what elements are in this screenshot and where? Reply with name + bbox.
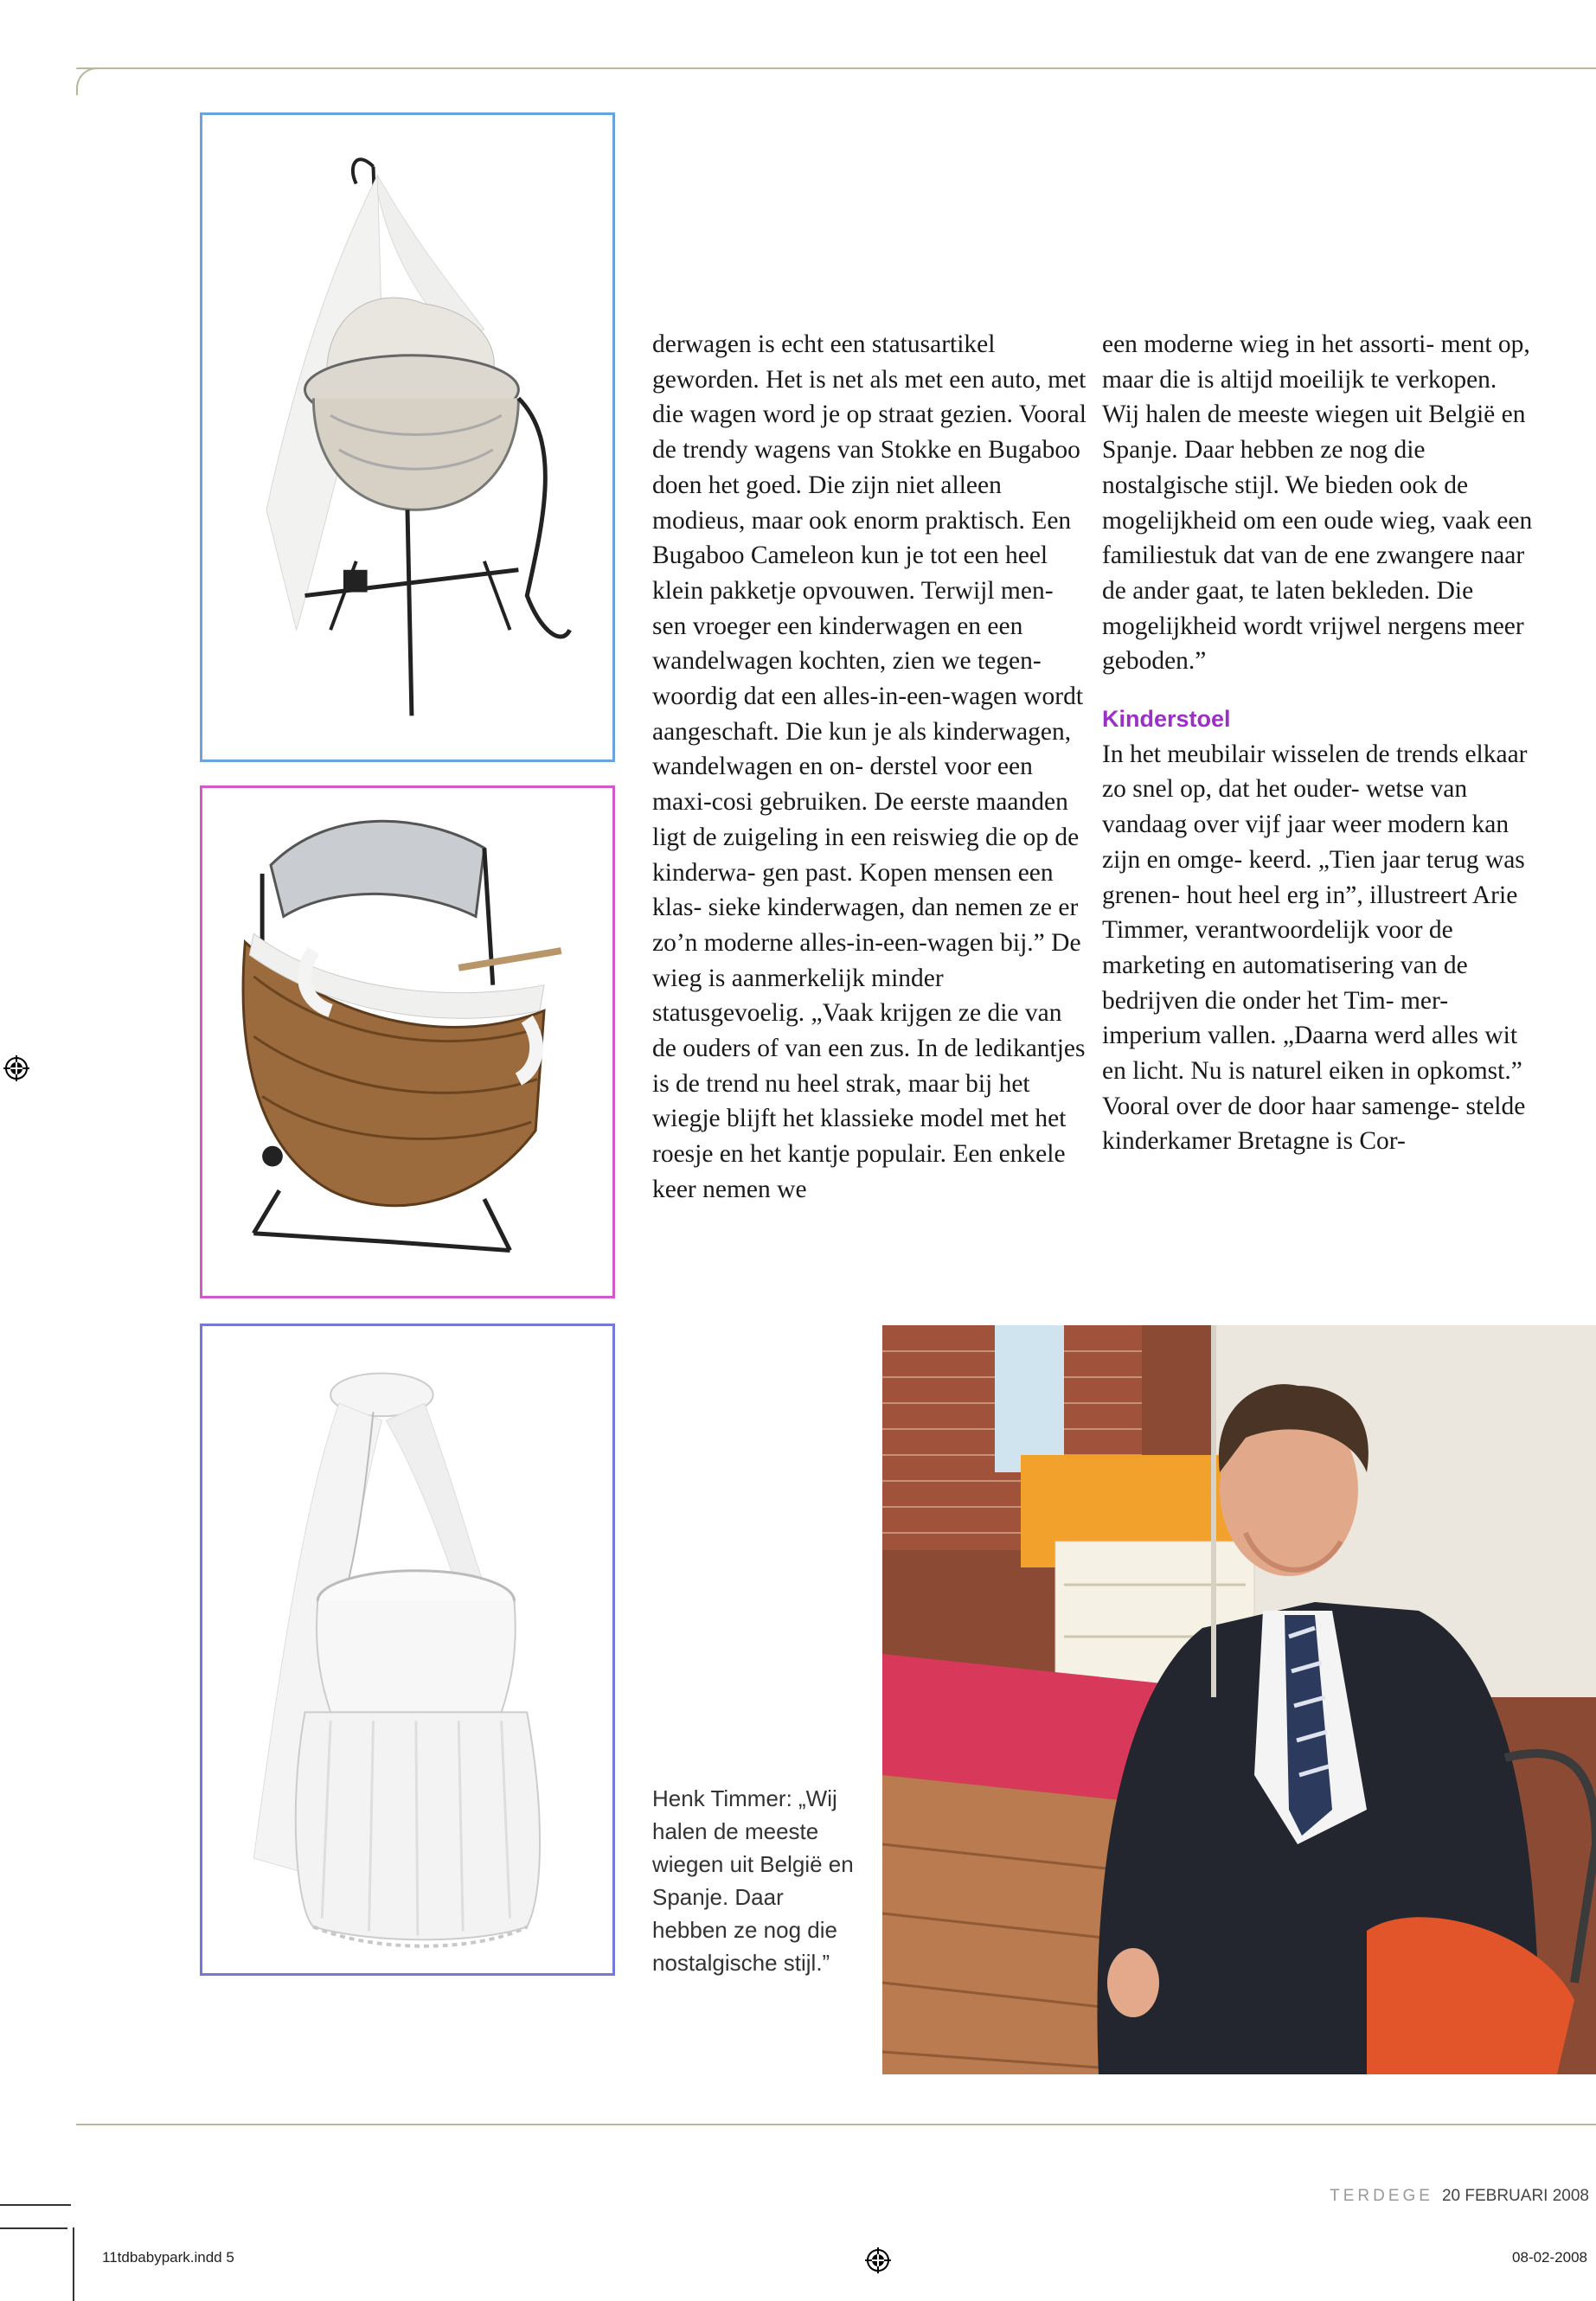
issue-date: 20 FEBRUARI 2008 bbox=[1441, 2187, 1589, 2205]
cradle-photo-2 bbox=[200, 785, 615, 1298]
column-2-paragraph-2: In het meubilair wisselen de trends elkaar zo snel op, dat het ouder- wetse van vandaag over vijf jaar weer modern kan zijn en omge- keerd. „Tien jaar terug was grenen- hout heel erg in”, illustreert Arie Timmer, verantwoordelijk voor de marketing en automatisering van de bedrijven die onder het Tim- mer-imperium vallen. „Daarna werd alles wit en licht. Nu is naturel eiken in opkomst.” bbox=[1102, 740, 1528, 1086]
bottom-rule bbox=[76, 2124, 1596, 2125]
crop-mark bbox=[0, 2227, 67, 2229]
photo-caption: Henk Timmer: „Wij halen de meeste wiegen uit België en Spanje. Daar hebben ze nog die nostalgische stijl.” bbox=[652, 1785, 854, 1976]
article-column-2 bbox=[1102, 327, 1539, 1159]
registration-mark-icon bbox=[865, 2247, 891, 2273]
crop-mark bbox=[0, 2204, 35, 2206]
subhead-kinderstoel: Kinderstoel bbox=[1102, 706, 1231, 733]
top-rule bbox=[76, 67, 1596, 69]
cradle-photo-1 bbox=[200, 112, 615, 762]
column-2-paragraph-3: Vooral over de door haar samenge- stelde kinderkamer Bretagne is Cor- bbox=[1102, 1092, 1526, 1156]
page-footer bbox=[1330, 2187, 1589, 2206]
column-2-paragraph-1: een moderne wieg in het assorti- ment op, maar die is altijd moeilijk te verkopen. Wij halen de meeste wiegen uit België en Spanje. Daar hebben ze nog die nostalgische stijl. We bieden ook de mogelijkheid om een oude wieg, vaak een familiestuk dat van de ene zwangere naar de ander gaat, te laten bekleden. Die mogelijkheid wordt vrijwel nergens meer geboden.” bbox=[1102, 330, 1533, 676]
article-column-1 bbox=[652, 327, 1089, 1208]
magazine-name: TERDEGE bbox=[1330, 2187, 1433, 2205]
column-1-paragraph: derwagen is echt een statusartikel geworden. Het is net als met een auto, met die wagen word je op straat gezien. Vooral de trendy wagens van Stokke en Bugaboo doen het goed. Die zijn niet alleen modieus, maar ook enorm praktisch. Een Bugaboo Cameleon kun je tot een heel klein pakketje opvouwen. Terwijl men- sen vroeger een kinderwagen en een wandelwagen kochten, zien we tegen- woordig dat een alles-in-een-wagen wordt aangeschaft. Die kun je als kinderwagen, wandelwagen en on- derstel voor een maxi-cosi gebruiken. De eerste maanden ligt de zuigeling in een reiswieg die op de kinderwa- gen past. Kopen mensen een klas- sieke kinderwagen, dan nemen ze er zo’n moderne alles-in-een-wagen bij.” De wieg is aanmerkelijk minder statusgevoelig. „Vaak krijgen ze die van de ouders of van een zus. In de ledikantjes is de trend nu heel strak, maar bij het wiegje blijft het klassieke model met het roesje en het kantje populair. Een enkele keer nemen we bbox=[652, 330, 1086, 1203]
registration-mark-icon bbox=[3, 1055, 29, 1081]
henk-timmer-photo bbox=[882, 1325, 1596, 2074]
cradle-photo-3 bbox=[200, 1324, 615, 1976]
print-date: 08-02-2008 bbox=[1512, 2249, 1587, 2266]
file-slug: 11tdbabypark.indd 5 bbox=[102, 2249, 234, 2266]
crop-mark bbox=[73, 2227, 74, 2301]
crop-mark bbox=[35, 2204, 71, 2206]
